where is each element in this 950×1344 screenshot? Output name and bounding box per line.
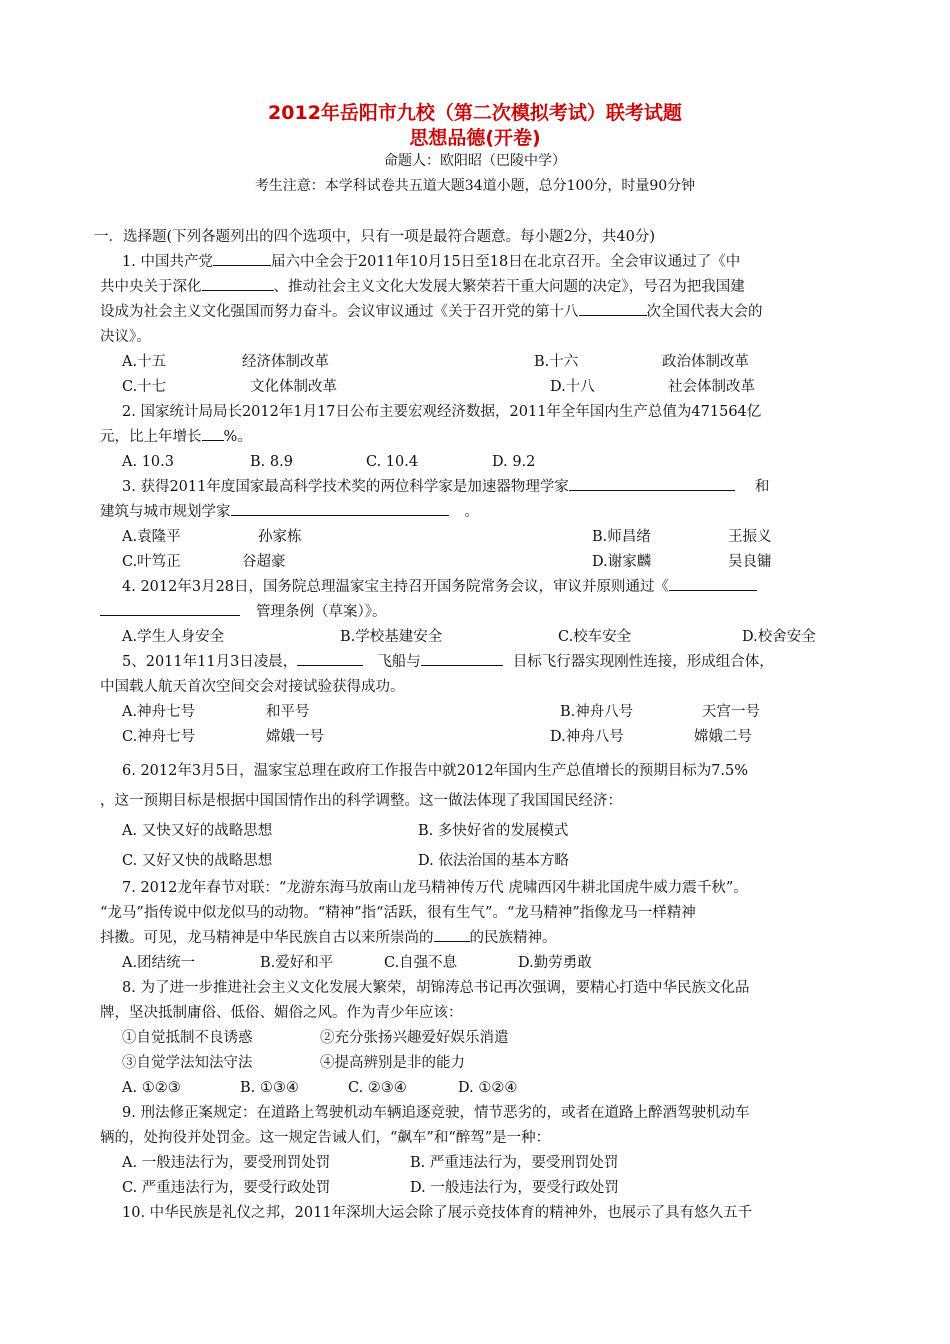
question-text: 决议》。 — [100, 329, 151, 345]
option-c: C.神舟七号 — [122, 729, 196, 745]
statement-4: ④提高辨别是非的能力 — [320, 1055, 465, 1071]
statement-2: ②充分张扬兴趣爱好娱乐消遣 — [320, 1030, 509, 1046]
option-c: C. 又好又快的战略思想 — [122, 853, 273, 869]
answer-blank — [202, 275, 274, 291]
question-10 — [100, 1201, 862, 1226]
option-d: D. 9.2 — [492, 454, 536, 470]
option-d: D.勤劳勇敢 — [518, 955, 592, 971]
option-b-text: 天宫一号 — [702, 704, 760, 720]
option-a: A. 又快又好的战略思想 — [122, 823, 273, 839]
option-a: A.学生人身安全 — [122, 629, 225, 645]
question-7 — [100, 876, 862, 976]
option-row — [100, 625, 862, 650]
option-d: D. 依法治国的基本方略 — [418, 853, 569, 869]
question-5 — [100, 650, 862, 750]
option-row — [100, 550, 862, 575]
question-9 — [100, 1101, 862, 1201]
option-c-text: 嫦娥一号 — [266, 729, 324, 745]
section-heading: 一．选择题(下列各题列出的四个选项中，只有一项是最符合题意。每小题2分，共40分) — [94, 229, 655, 245]
question-3 — [100, 475, 862, 575]
statement-3: ③自觉学法知法守法 — [122, 1055, 253, 1071]
question-text: 10. 中华民族是礼仪之邦，2011年深圳大运会除了展示竞技体育的精神外，也展示了具有悠久五千 — [122, 1205, 753, 1221]
statement-1: ①自觉抵制不良诱惑 — [122, 1030, 253, 1046]
option-a: A.十五 — [122, 354, 167, 370]
option-b: B.爱好和平 — [260, 955, 334, 971]
option-d: D.校舍安全 — [742, 629, 816, 645]
question-setter: 命题人：欧阳昭（巴陵中学） — [384, 153, 566, 169]
option-b: B. ①③④ — [240, 1080, 299, 1096]
option-b-text: 政治体制改革 — [662, 354, 749, 370]
question-text: 2. 国家统计局局长2012年1月17日公布主要宏观经济数据，2011年全年国内生产总值为471564亿 — [122, 404, 762, 420]
option-c: C. 10.4 — [366, 454, 419, 470]
question-8 — [100, 976, 862, 1101]
exam-title: 2012年岳阳市九校（第二次模拟考试）联考试题 — [268, 102, 682, 124]
answer-blank — [434, 926, 470, 942]
question-text: 4. 2012年3月28日，国务院总理温家宝主持召开国务院常务会议，审议并原则通过《 — [100, 575, 862, 600]
question-text: ，这一预期目标是根据中国国情作出的科学调整。这一做法体现了我国国民经济： — [100, 793, 622, 809]
option-row — [100, 1076, 862, 1101]
question-text: 1. 中国共产党 届六中全会于2011年10月15日至18日在北京召开。全会审议通过了《中 — [100, 250, 862, 275]
option-c: C. 严重违法行为，要受行政处罚 — [122, 1180, 331, 1196]
answer-blank — [569, 475, 735, 491]
question-text: 元，比上年增长 %。 — [100, 425, 862, 450]
option-a: A.团结统一 — [122, 955, 196, 971]
answer-blank — [669, 575, 757, 591]
option-row — [100, 450, 862, 475]
answer-blank — [231, 500, 449, 516]
option-c: C.十七 — [122, 379, 167, 395]
option-row — [100, 700, 862, 725]
option-row — [100, 1176, 862, 1201]
option-row — [100, 1151, 862, 1176]
answer-blank — [297, 650, 363, 666]
option-b: B. 严重违法行为，要受刑罚处罚 — [410, 1155, 619, 1171]
question-text: 设成为社会主义文化强国而努力奋斗。会议审议通过《关于召开党的第十八 次全国代表大会的 — [100, 300, 862, 325]
question-text: 7. 2012龙年春节对联：“龙游东海马放南山龙马精神传万代 虎啸西冈牛耕北国虎牛威力震千秋”。 — [122, 880, 748, 896]
option-row — [100, 951, 862, 976]
option-c: C. ②③④ — [348, 1080, 407, 1096]
option-row — [100, 350, 862, 375]
option-d: D. 一般违法行为，要受行政处罚 — [410, 1180, 619, 1196]
option-a-text: 和平号 — [266, 704, 310, 720]
option-d-text: 社会体制改革 — [668, 379, 755, 395]
option-d-text: 嫦娥二号 — [694, 729, 752, 745]
question-text: 8. 为了进一步推进社会主义文化发展大繁荣，胡锦涛总书记再次强调，要精心打造中华民族文化品 — [122, 980, 750, 996]
option-d: D.十八 — [550, 379, 595, 395]
option-b: B. 8.9 — [250, 454, 293, 470]
question-text: 共中央关于深化 、推动社会主义文化大发展大繁荣若干重大问题的决定》，号召为把我国建 — [100, 275, 862, 300]
option-b: B.神舟八号 — [560, 704, 634, 720]
statement-row — [100, 1051, 862, 1076]
option-a-text: 经济体制改革 — [242, 354, 329, 370]
question-4 — [100, 575, 862, 650]
answer-blank — [100, 600, 240, 616]
exam-notice: 考生注意：本学科试卷共五道大题34道小题，总分100分，时量90分钟 — [254, 178, 696, 194]
question-text: 3. 获得2011年度国家最高科学技术奖的两位科学家是加速器物理学家 和 — [100, 475, 862, 500]
question-text: 建筑与城市规划学家 。 — [100, 500, 862, 525]
question-text: 抖擞。可见，龙马精神是中华民族自古以来所崇尚的 的民族精神。 — [100, 926, 862, 951]
question-text: 管理条例（草案）》。 — [100, 600, 862, 625]
answer-blank — [421, 650, 503, 666]
option-a-text: 孙家栋 — [258, 529, 302, 545]
exam-content — [94, 225, 862, 1226]
option-a: A.袁隆平 — [122, 529, 181, 545]
option-d: D.谢家麟 — [592, 554, 652, 570]
option-b: B.学校基建安全 — [340, 629, 443, 645]
option-a: A. ①②③ — [122, 1080, 181, 1096]
option-d: D. ①②④ — [458, 1080, 518, 1096]
question-text: 5、2011年11月3日凌晨， 飞船与 目标飞行器实现刚性连接，形成组合体， — [100, 650, 862, 675]
exam-subtitle: 思想品德(开卷) — [409, 127, 541, 149]
option-c: C.叶笃正 — [122, 554, 181, 570]
question-text: 9. 刑法修正案规定：在道路上驾驶机动车辆追逐竞驶，情节恶劣的，或者在道路上醉酒驾驶机动车 — [122, 1105, 750, 1121]
option-a: A.神舟七号 — [122, 704, 196, 720]
option-row — [100, 816, 862, 846]
option-b-text: 王振义 — [728, 529, 772, 545]
option-d: D.神舟八号 — [550, 729, 624, 745]
option-b: B.十六 — [534, 354, 579, 370]
answer-blank — [202, 425, 224, 441]
option-c: C.校车安全 — [558, 629, 632, 645]
question-text: 辆的，处拘役并处罚金。这一规定告诫人们，“飙车”和“醉驾”是一种： — [100, 1130, 551, 1146]
option-a: A. 10.3 — [122, 454, 174, 470]
question-6 — [100, 756, 862, 876]
answer-blank — [579, 300, 647, 316]
option-c: C.自强不息 — [384, 955, 458, 971]
option-row — [100, 846, 862, 876]
answer-blank — [213, 250, 271, 266]
question-1 — [100, 250, 862, 400]
question-text: 牌，坚决抵制庸俗、低俗、媚俗之风。作为青少年应该： — [100, 1005, 463, 1021]
option-row — [100, 725, 862, 750]
statement-row — [100, 1026, 862, 1051]
option-a: A. 一般违法行为，要受刑罚处罚 — [122, 1155, 331, 1171]
question-2 — [100, 400, 862, 475]
question-text: 6. 2012年3月5日，温家宝总理在政府工作报告中就2012年国内生产总值增长的预期目标为7.5% — [122, 763, 749, 779]
option-d-text: 吴良镛 — [728, 554, 772, 570]
option-row — [100, 375, 862, 400]
option-c-text: 谷超豪 — [242, 554, 286, 570]
option-row — [100, 525, 862, 550]
question-text: “龙马”指传说中似龙似马的动物。“精神”指“活跃，很有生气”。“龙马精神”指像龙马一样精神 — [100, 905, 696, 921]
question-text: 中国载人航天首次空间交会对接试验获得成功。 — [100, 679, 405, 695]
option-b: B. 多快好省的发展模式 — [418, 823, 569, 839]
option-b: B.师昌绪 — [592, 529, 651, 545]
option-c-text: 文化体制改革 — [250, 379, 337, 395]
